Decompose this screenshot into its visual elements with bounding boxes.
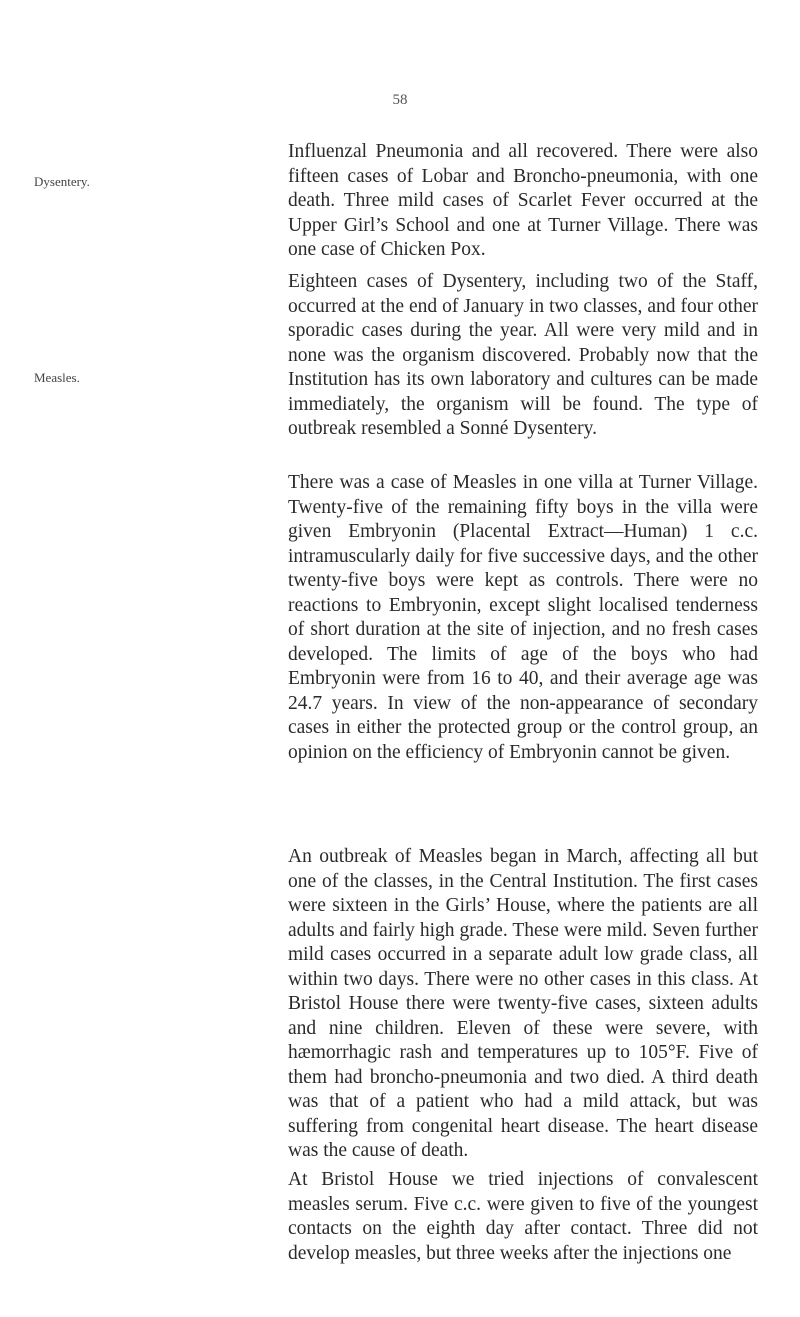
margin-note-measles: Measles. bbox=[34, 370, 80, 385]
paragraph-dysentery: Eighteen cases of Dysentery, including two of the Staff, occurred at the end of January in two classes, and four other sporadic cases during the year. All were very mild and in none was the organism discovered. Probably now that the Institution has its own laboratory and cultures can be made immediately, the organism will be found. The type of outbreak resembled a Sonné Dysentery. bbox=[288, 271, 758, 439]
margin-note-dysentery: Dysentery. bbox=[34, 174, 90, 189]
page-number: 58 bbox=[392, 92, 408, 108]
paragraph-convalescent-serum: At Bristol House we tried injections of convalescent measles serum. Five c.c. were given to five of the youngest contacts on the eighth day after contact. Three did not develop measles, but three weeks after the injections one bbox=[288, 1169, 758, 1264]
paragraph-pneumonia-summary: Influenzal Pneumonia and all recovered. There were also fifteen cases of Lobar and Broncho-pneumonia, with one death. Three mild cases of Scarlet Fever occurred at the Upper Girl’s School and one at Turner Village. There was one case of Chicken Pox. bbox=[288, 141, 758, 260]
paragraph-measles-turner-village: There was a case of Measles in one villa at Turner Village. Twenty-five of the remaining fifty boys in the villa were given Embryonin (Placental Extract—Human) 1 c.c. intramuscularly daily for five successive days, and the other twenty-five boys were kept as controls. There were no reactions to Embryonin, except slight localised tenderness of short duration at the site of injection, and no fresh cases developed. The limits of age of the boys who had Embryonin were from 16 to 40, and their average age was 24.7 years. In view of the non-appearance of secondary cases in either the protected group or the control group, an opinion on the efficiency of Embryonin cannot be given. bbox=[288, 472, 758, 763]
paragraph-measles-outbreak: An outbreak of Measles began in March, affecting all but one of the classes, in the Central Institution. The first cases were sixteen in the Girls’ House, where the patients are all adults and fairly high grade. These were mild. Seven further mild cases occurred in a separate adult low grade class, all within two days. There were no other cases in this class. At Bristol House there were twenty-five cases, sixteen adults and nine children. Eleven of these were severe, with hæmorrhagic rash and temperatures up to 105°F. Five of them had broncho-pneumonia and two died. A third death was that of a patient who had a mild attack, but was suffering from congenital heart disease. The heart disease was the cause of death. bbox=[288, 846, 758, 1161]
